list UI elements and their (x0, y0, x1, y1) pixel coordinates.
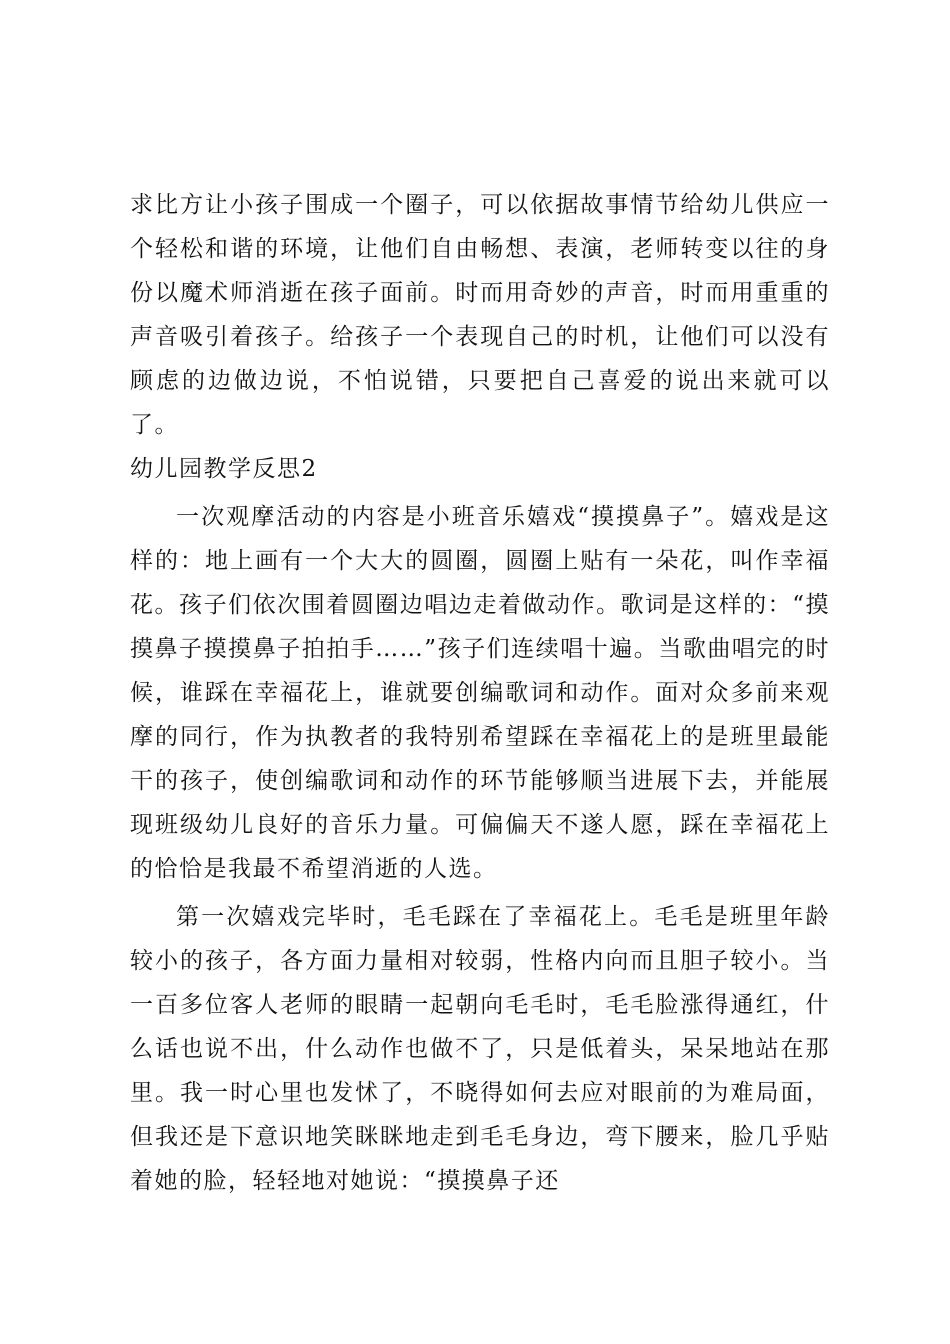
paragraph-3: 第一次嬉戏完毕时，毛毛踩在了幸福花上。毛毛是班里年龄较小的孩子，各方面力量相对较弱，性格内向而且胆子较小。当一百多位客人老师的眼睛一起朝向毛毛时，毛毛脸涨得通红，什么话也说不出，什么动作也做不了，只是低着头，呆呆地站在那里。我一时心里也发怵了，不晓得如何去应对眼前的为难局面，但我还是下意识地笑眯眯地走到毛毛身边，弯下腰来，脸几乎贴着她的脸，轻轻地对她说：“摸摸鼻子还 (130, 904, 830, 1194)
section-heading: 幼儿园教学反思2 (130, 456, 318, 482)
paragraph-1: 求比方让小孩子围成一个圈子，可以依据故事情节给幼儿供应一个轻松和谐的环境，让他们自由畅想、表演，老师转变以往的身份以魔术师消逝在孩子面前。时而用奇妙的声音，时而用重重的声音吸引着孩子。给孩子一个表现自己的时机，让他们可以没有顾虑的边做边说，不怕说错，只要把自己喜爱的说出来就可以了。 (130, 192, 830, 438)
paragraph-2: 一次观摩活动的内容是小班音乐嬉戏“摸摸鼻子”。嬉戏是这样的：地上画有一个大大的圆圈，圆圈上贴有一朵花，叫作幸福花。孩子们依次围着圆圈边唱边走着做动作。歌词是这样的：“摸摸鼻子摸摸鼻子拍拍手……”孩子们连续唱十遍。当歌曲唱完的时候，谁踩在幸福花上，谁就要创编歌词和动作。面对众多前来观摩的同行，作为执教者的我特别希望踩在幸福花上的是班里最能干的孩子，使创编歌词和动作的环节能够顺当进展下去，并能展现班级幼儿良好的音乐力量。可偏偏天不遂人愿，踩在幸福花上的恰恰是我最不希望消逝的人选。 (130, 504, 830, 882)
document-page (130, 183, 830, 1203)
